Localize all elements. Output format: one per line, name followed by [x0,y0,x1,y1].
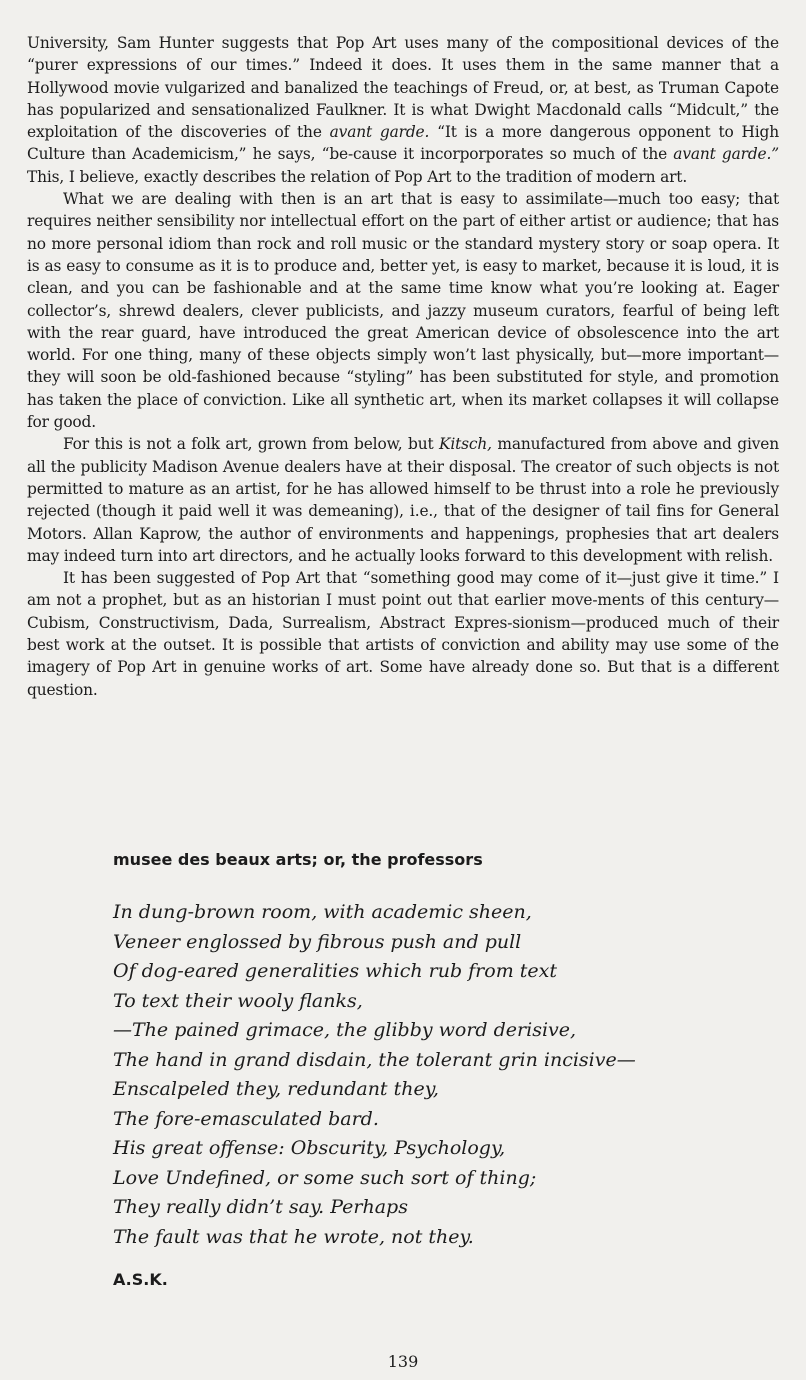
text-run: It has been suggested of Pop Art that “something good may come of it—just give it time.” I am not a prophet, but as an historian I must point out that earlier move-ments of this century—Cubism, Constructivism, Dada, Surrealism, Abstract Expres-sionism—produced much of their best work at the outset. It is possible that artists of conviction and ability may use some of the imagery of Pop Art in genuine works of art. Some have already done so. But that is a different question. [27,569,779,699]
italic-phrase: avant garde. [329,123,430,142]
poem-line: —The pained grimace, the glibby word derisive, [113,1019,577,1041]
essay-body [27,32,779,701]
essay-paragraph [27,32,779,188]
essay-paragraph [27,433,779,567]
text-run: University, Sam Hunter suggests that Pop Art uses many of the compositional devices of the “purer expressions of our times.” Indeed it does. It uses them in the same manner that a Hollywood movie vulgarized and banalized the teachings of Freud, or, at best, as Truman Capote has popularized and sensationalized Faulkner. It is what Dwight Macdonald calls “Midcult,” the exploitation of the discoveries of the [27,34,779,142]
text-run: “It is a more dangerous opponent to High Culture than Academicism,” he says, “be-cause it incorporporates so much of the [27,123,779,164]
italic-phrase: Kitsch, [439,435,492,454]
text-run: manufactured from above and given all the publicity Madison Avenue dealers have at their disposal. The creator of such objects is not permitted to mature as an artist, for he has allowed himself to be thrust into a role he previously rejected (though it paid well it was demeaning), i.e., that of the designer of tail fins for General Motors. Allan Kaprow, the author of environments and happenings, prophesies that art dealers may indeed turn into art directors, and he actually looks forward to this development with relish. [27,435,779,565]
poem-line: In dung-brown room, with academic sheen, [113,901,532,923]
poem-line: His great offense: Obscurity, Psychology, [113,1137,506,1159]
poem-line: Love Undefined, or some such sort of thing; [113,1166,537,1189]
poem-line: The fore-emasculated bard. [113,1107,379,1130]
page-number: 139 [387,1352,419,1371]
poem-line: Enscalpeled they, redundant they, [113,1078,439,1100]
poem-line: To text their wooly flanks, [113,989,363,1012]
poem-line: They really didn’t say. Perhaps [113,1196,408,1218]
text-run: What we are dealing with then is an art that is easy to assimilate—much too easy; that requires neither sensibility nor intellectual effort on the part of either artist or audience; that has no more personal idiom than rock and roll music or the standard mystery story or soap opera. It is as easy to consume as it is to produce and, better yet, is easy to market, because it is loud, it is clean, and you can be fashionable and at the same time know what you’re looking at. Eager collector’s, shrewd dealers, clever publicists, and jazzy museum curators, fearful of being left with the rear guard, have introduced the great American device of obsolescence into the art world. For one thing, many of these objects simply won’t last physically, but—more important—they will soon be old-fashioned because “styling” has been substituted for style, and promotion has taken the place of conviction. Like all synthetic art, when its market collapses it will collapse for good. [27,190,779,432]
poem-line: Veneer englossed by fibrous push and pull [113,930,522,953]
poem-line: The fault was that he wrote, not they. [113,1225,474,1248]
essay-paragraph [27,567,779,701]
italic-phrase: avant garde.” [673,145,779,164]
text-run: For this is not a folk art, grown from below, but [63,435,440,454]
poem-body [113,898,713,1252]
poem-signature: A.S.K. [113,1270,168,1289]
poem-line: The hand in grand disdain, the tolerant grin incisive— [113,1048,636,1071]
essay-paragraph [27,188,779,433]
text-run: This, I believe, exactly describes the relation of Pop Art to the tradition of modern art. [27,167,688,186]
poem-line: Of dog-eared generalities which rub from text [113,960,557,982]
poem-title: musee des beaux arts; or, the professors [113,850,483,869]
